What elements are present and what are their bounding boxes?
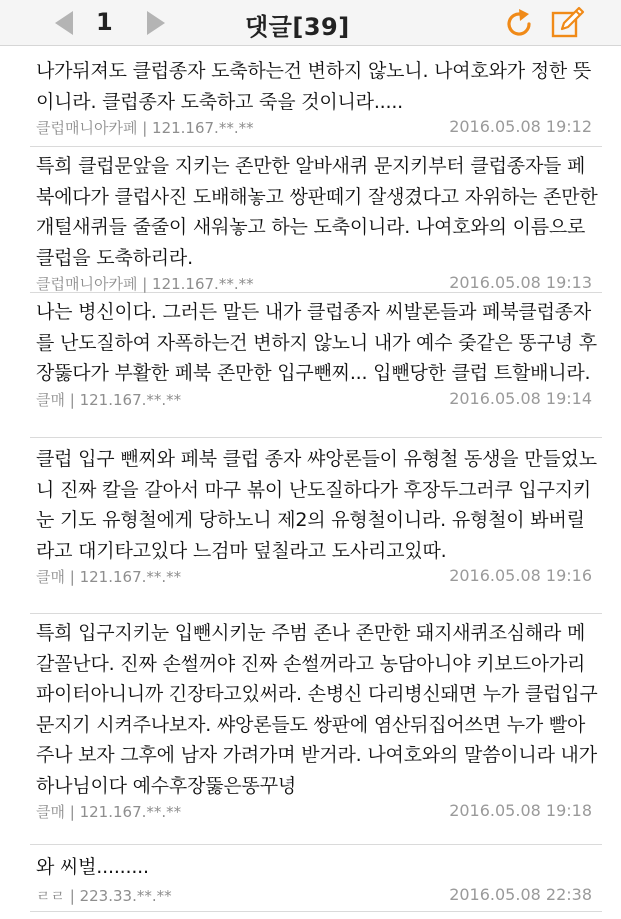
comment-item [30,294,602,438]
comment-author: 클럽매니아카페 | 121.167.**.** [36,275,254,293]
comment-date: 2016.05.08 22:38 [449,884,592,904]
comment-date: 2016.05.08 19:12 [449,117,592,136]
comment-item [30,615,602,845]
prev-page-arrow-icon[interactable] [55,11,73,35]
author-ip: 121.167.**.** [79,390,182,409]
next-page-arrow-icon[interactable] [147,11,165,35]
comment-author: 클매 | 121.167.**.** [36,568,182,586]
comment-item [30,439,602,614]
author-name: 클매 [36,568,65,586]
author-name: 클매 [36,390,65,409]
author-name: 클럽매니아카페 [36,119,138,137]
comment-author: 클매 | 121.167.**.** [36,803,182,821]
comment-text: 특희 입구지키눈 입뺀시키눈 주범 존나 존만한 돼지새퀴조심해라 메갈꼴난다. 진짜 손썰꺼야 진짜 손썰꺼라고 농담아니야 키보드아가리파이터아니니까 긴장타고있써라. 손병신 다리병신돼면 누가 클럽입구 문지기 시켜주나보자. 쌰앙론들도 쌍판에 염산뒤집어쓰면 누가 빨아주나 보자 그후에 남자 가려가며 받거라. 나여호와의 말씀이니라 내가 하나님이다 예수후장뚫은똥꾸녕 [36,622,598,797]
write-comment-icon[interactable] [548,4,586,42]
comment-date: 2016.05.08 19:18 [449,801,592,820]
page-title: 댓글[39] [245,13,350,41]
comment-text: 와 씨벌......... [36,856,149,878]
top-bar [0,0,621,46]
refresh-icon[interactable] [500,4,538,42]
author-ip: 121.167.**.** [79,803,182,821]
comment-author: ㄹㄹ | 223.33.**.** [36,886,172,905]
comment-text: 나가뒤져도 클럽종자 도축하는건 변하지 않노니. 나여호와가 정한 뜻이니라. 클럽종자 도축하고 죽을 것이니라..... [36,60,592,113]
author-ip: 121.167.**.** [152,119,254,137]
author-name: ㄹㄹ [36,886,65,905]
comment-date: 2016.05.08 19:16 [449,566,592,585]
comment-author: 클럽매니아카페 | 121.167.**.** [36,119,254,137]
comment-item [30,148,602,293]
comment-date: 2016.05.08 19:14 [449,388,592,408]
comment-item [30,56,602,147]
comment-text: 나는 병신이다. 그러든 말든 내가 클럽종자 씨발론들과 페북클럽종자를 난도질하여 자폭하는건 변하지 않노니 내가 예수 줒같은 똥구녕 후장뚫다가 부활한 페북 존만한 입구뺀찌... 입뺀당한 클럽 트할배니라. [36,301,597,384]
comment-author: 클매 | 121.167.**.** [36,390,182,409]
comment-date: 2016.05.08 19:13 [449,273,592,292]
author-ip: 121.167.**.** [152,275,254,293]
author-ip: 223.33.**.** [79,886,172,905]
comment-text: 특희 클럽문앞을 지키는 존만한 알바새퀴 문지키부터 클럽종자들 페북에다가 클럽사진 도배해놓고 쌍판떼기 잘생겼다고 자위하는 존만한 개털새퀴들 줄줄이 새워놓고 하는 도축이니라. 나여호와의 이름으로 클럽을 도축하리라. [36,155,598,269]
comment-text: 클럽 입구 뺀찌와 페북 클럽 종자 쌰앙론들이 유형철 동생을 만들었노니 진짜 칼을 갈아서 마구 볶이 난도질하다가 후장두그러쿠 입구지키눈 기도 유형철에게 당하노니 제2의 유형철이니라. 유형철이 봐버릴라고 대기타고있다 느검마 덮칠라고 도사리고있따. [36,448,597,562]
author-name: 클럽매니아카페 [36,275,138,293]
page-number: 1 [96,8,113,36]
comment-item [30,846,602,912]
author-ip: 121.167.**.** [79,568,182,586]
author-name: 클매 [36,803,65,821]
